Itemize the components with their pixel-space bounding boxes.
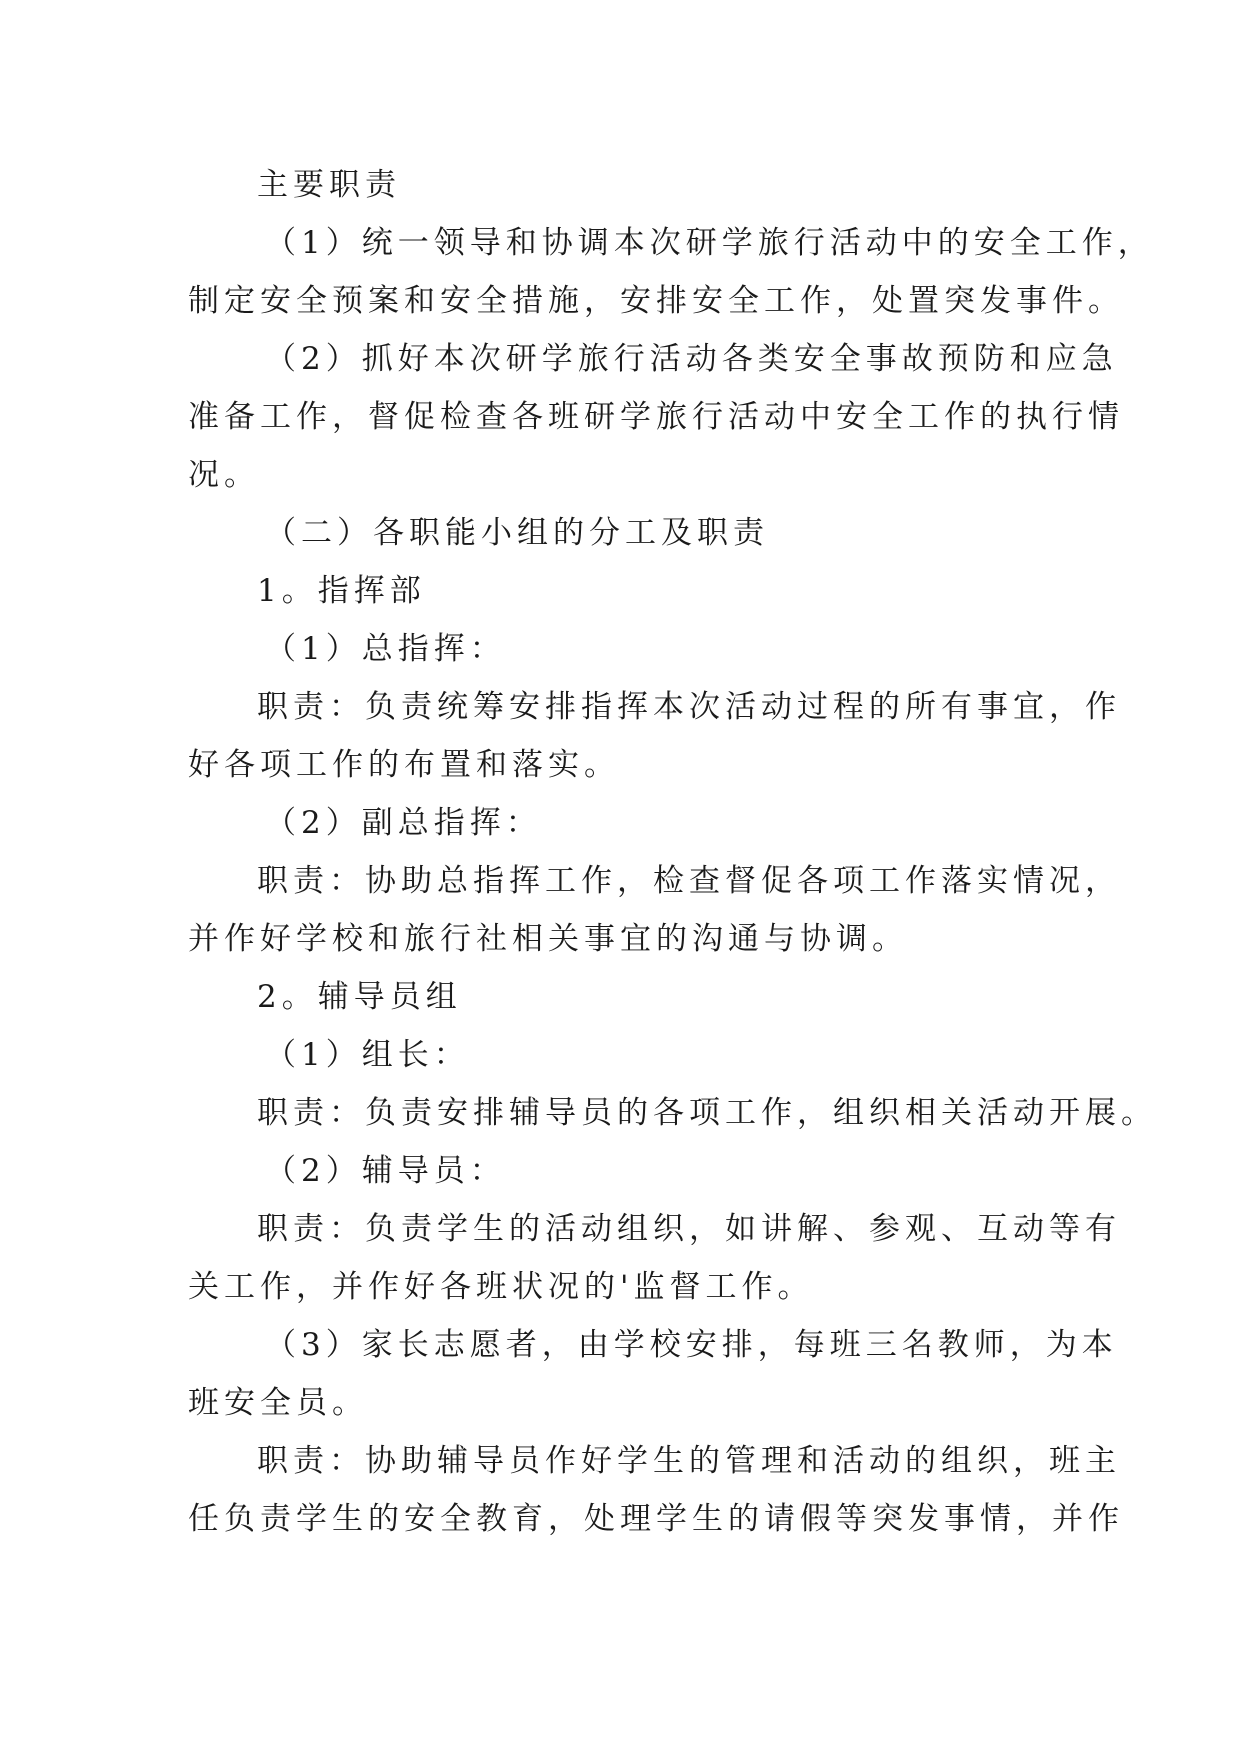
- paragraph-line: 职责：负责安排辅导员的各项工作，组织相关活动开展。: [257, 1095, 1157, 1131]
- paragraph-line: 班安全员。: [188, 1385, 368, 1421]
- role-heading: （1）组长：: [265, 1037, 470, 1073]
- paragraph-line: （3）家长志愿者，由学校安排，每班三名教师，为本: [265, 1327, 1118, 1363]
- paragraph-line: （1）统一领导和协调本次研学旅行活动中的安全工作，: [265, 225, 1154, 261]
- paragraph-line: 关工作，并作好各班状况的'监督工作。: [188, 1269, 814, 1305]
- subsection-heading-counselors: 2。辅导员组: [257, 979, 462, 1015]
- role-heading: （2）副总指挥：: [265, 805, 542, 841]
- paragraph-line: 职责：负责统筹安排指挥本次活动过程的所有事宜，作: [257, 689, 1121, 725]
- paragraph-line: 职责：负责学生的活动组织，如讲解、参观、互动等有: [257, 1211, 1121, 1247]
- section-heading-groups: （二）各职能小组的分工及职责: [265, 515, 769, 551]
- role-heading: （2）辅导员：: [265, 1153, 506, 1189]
- role-heading: （1）总指挥：: [265, 631, 506, 667]
- paragraph-line: （2）抓好本次研学旅行活动各类安全事故预防和应急: [265, 341, 1118, 377]
- paragraph-line: 准备工作，督促检查各班研学旅行活动中安全工作的执行情: [188, 399, 1124, 435]
- paragraph-line: 好各项工作的布置和落实。: [188, 747, 620, 783]
- paragraph-line: 况。: [188, 457, 260, 493]
- section-heading-main-duties: 主要职责: [257, 167, 401, 203]
- paragraph-line: 职责：协助总指挥工作，检查督促各项工作落实情况，: [257, 863, 1121, 899]
- paragraph-line: 任负责学生的安全教育，处理学生的请假等突发事情，并作: [188, 1501, 1124, 1537]
- paragraph-line: 制定安全预案和安全措施，安排安全工作，处置突发事件。: [188, 283, 1124, 319]
- paragraph-line: 并作好学校和旅行社相关事宜的沟通与协调。: [188, 921, 908, 957]
- subsection-heading-command: 1。指挥部: [257, 573, 426, 609]
- paragraph-line: 职责：协助辅导员作好学生的管理和活动的组织，班主: [257, 1443, 1121, 1479]
